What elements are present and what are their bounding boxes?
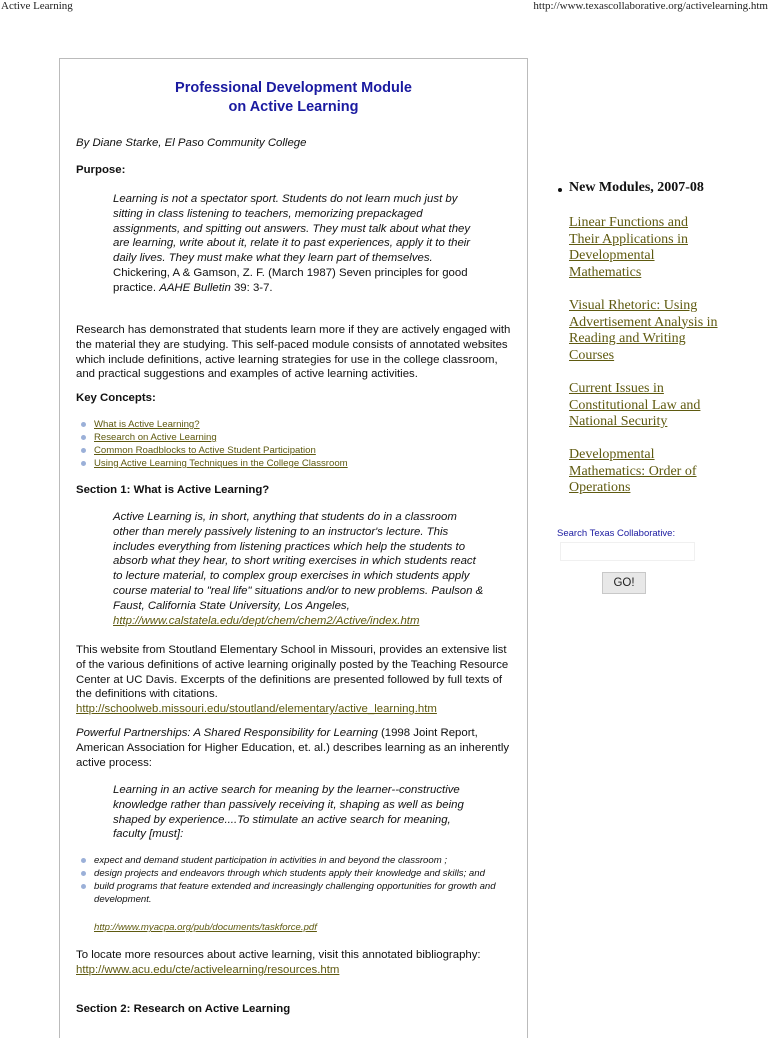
stoutland-link[interactable]: http://schoolweb.missouri.edu/stoutland/elementary/active_learning.htm	[76, 703, 437, 716]
module-link[interactable]: Linear Functions and Their Applications in Developmental Mathematics	[569, 215, 688, 280]
taskforce-link-wrap	[94, 922, 530, 933]
search-label: Search Texas Collaborative:	[557, 528, 676, 539]
bibliography-link[interactable]: http://www.acu.edu/cte/activelearning/resources.htm	[76, 963, 340, 976]
key-concept-link[interactable]: Using Active Learning Techniques in the College Classroom	[94, 458, 348, 469]
list-item	[76, 457, 512, 470]
list-item: expect and demand student participation in activities in and beyond the classroom ;	[76, 854, 528, 867]
page-url-header: http://www.texascollaborative.org/activelearning.htm	[533, 0, 768, 12]
list-item	[76, 444, 512, 457]
page-title: Professional Development Module on Active Learning	[175, 80, 412, 115]
page-title-header: Active Learning	[1, 0, 73, 12]
quote-block-3: Learning in an active search for meaning by the learner--constructive knowledge rather than passively receiving it, shaping as well as being shaped by experience....To stimulate an active search for meaning, faculty [must]:	[113, 784, 464, 841]
partnerships-paragraph: Powerful Partnerships: A Shared Responsibility for Learning (1998 Joint Report, American Association for Higher Education, et. al.) describes learning as an inherently active process:	[76, 727, 510, 769]
quote-block-1	[113, 192, 483, 296]
print-header	[0, 0, 768, 14]
go-button[interactable]: GO!	[602, 572, 646, 594]
citation: Chickering, A & Gamson, Z. F. (March 1987) Seven principles for good practice. AAHE Bulletin 39: 3-7.	[113, 266, 468, 294]
module-link[interactable]: Developmental Mathematics: Order of Operations	[569, 447, 697, 495]
intro-paragraph: Research has demonstrated that students learn more if they are actively engaged with the material they are studying. This self-paced module consists of annotated websites which include definitions, active learning strategies for use in the college classroom, and practical suggestions and examples of active learning activities.	[76, 324, 511, 381]
faculty-list	[76, 854, 528, 906]
section1-heading: Section 1: What is Active Learning?	[76, 484, 270, 496]
sidebar-heading: New Modules, 2007-08	[556, 180, 726, 196]
key-concept-link[interactable]: Research on Active Learning	[94, 432, 217, 443]
section2-heading: Section 2: Research on Active Learning	[76, 1003, 291, 1015]
byline: By Diane Starke, El Paso Community College	[76, 137, 307, 149]
quote-text: Active Learning is, in short, anything that students do in a classroom other than merely passively listening to an instructor's lecture. This includes everything from listening practices which help the students to absorb what they hear, to short writing exercises in which students react to lecture material, to complex group exercises in which students apply course material to "real life" situations and/or to new problems. Paulson & Faust, California State University, Los Angeles,	[113, 511, 484, 612]
taskforce-link[interactable]: http://www.myacpa.org/pub/documents/taskforce.pdf	[94, 922, 317, 933]
bibliography-paragraph: To locate more resources about active learning, visit this annotated bibliography: http://www.acu.edu/cte/activelearning/resources.htm	[76, 949, 481, 976]
module-link[interactable]: Current Issues in Constitutional Law and National Security	[569, 381, 701, 429]
quote-block-2	[113, 510, 485, 628]
sidebar	[556, 180, 726, 495]
list-item: design projects and endeavors through which students apply their knowledge and skills; and	[76, 867, 528, 880]
stoutland-paragraph: This website from Stoutland Elementary School in Missouri, provides an extensive list of the various definitions of active learning originally posted by the Teaching Resource Center at UC Davis. Excerpts of the definitions are presented followed by full texts of the definitions with citations. http://schoolweb.missouri.edu/stoutland/elementary/active_learning.htm	[76, 644, 509, 716]
key-concepts-heading: Key Concepts:	[76, 392, 156, 404]
quote-text: Learning is not a spectator sport. Students do not learn much just by sitting in class listening to teachers, memorizing prepackaged assignments, and spitting out answers. They must talk about what they are learning, write about it, relate it to past experiences, apply it to their daily lives. They must make what they learn part of themselves.	[113, 193, 471, 265]
key-concepts-list	[76, 418, 512, 470]
content-panel	[59, 58, 528, 1038]
key-concept-link[interactable]: Common Roadblocks to Active Student Participation	[94, 445, 316, 456]
key-concept-link[interactable]: What is Active Learning?	[94, 419, 200, 430]
module-link[interactable]: Visual Rhetoric: Using Advertisement Analysis in Reading and Writing Courses	[569, 298, 718, 363]
calstatela-link[interactable]: http://www.calstatela.edu/dept/chem/chem2/Active/index.htm	[113, 614, 420, 627]
list-item	[76, 418, 512, 431]
list-item: build programs that feature extended and increasingly challenging opportunities for growth and development.	[76, 880, 528, 906]
search-input[interactable]	[560, 542, 695, 561]
purpose-heading: Purpose:	[76, 164, 126, 176]
list-item	[76, 431, 512, 444]
